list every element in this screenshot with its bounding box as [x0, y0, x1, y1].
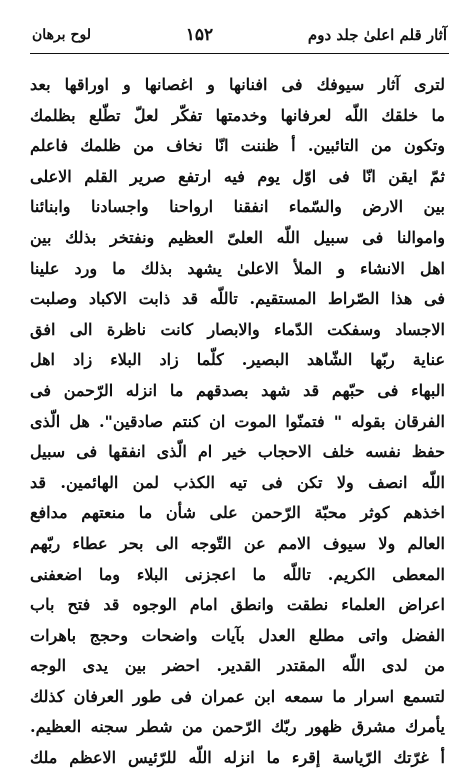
text-line: الفضل واتى مطلع العدل بآيات واضحات وحجج باهرات — [30, 625, 445, 645]
text-line: اعراض العلماء نطقت وانطق امام الوجوه قد فتح باب — [30, 595, 445, 615]
text-line: لترى آثار سيوفك فى افنانها و اغصانها و اوراقها بعد — [30, 75, 445, 94]
text-line: بين الارض والسّماء انفقنا ارواحنا واجسادنا وابنائنا — [30, 197, 445, 217]
body-text — [30, 70, 445, 774]
text-line: المعطى الكريم. تاللّه ما اعجزنى البلاء وما اضعفنى — [30, 564, 445, 584]
text-line: اهل الانشاء و الملأ الاعلىٰ يشهد بذلك ما ورد علينا — [30, 258, 445, 278]
text-line: وتكون من التائبين. أ ظننت انّا نخاف من ظلمك فاعلم — [30, 136, 445, 156]
text-line: فى هذا الصّراط المستقيم. تاللّه قد ذابت الاكباد وصلبت — [30, 289, 445, 309]
text-line: اخذهم كوثر محبّة الرّحمن على شأن ما منعتهم مدافع — [30, 503, 445, 523]
text-line: الاجساد وسفكت الدّماء والابصار كانت ناظرة الى افق — [30, 319, 445, 339]
text-line: اللّه انصف ولا تكن فى تيه الكذب لمن الهائمين. قد — [30, 472, 445, 492]
text-line: لتسمع اسرار ما سمعه ابن عمران فى طور العرفان كذلك — [30, 686, 445, 706]
text-line: عناية ربّها الشّاهد البصير. كلّما زاد البلاء زاد اهل — [30, 350, 445, 370]
text-line: العالم ولا سيوف الامم عن التّوجه الى بحر عطاء ربّهم — [30, 533, 445, 553]
text-line: من لدى اللّه المقتدر القدير. احضر بين يدى الوجه — [30, 656, 445, 676]
tablet-name: لوح برهان — [32, 27, 91, 43]
book-title: آثار قلم اعلیٰ جلد دوم — [307, 26, 447, 44]
page-header — [32, 22, 447, 48]
page-number: ۱۵۲ — [185, 25, 214, 45]
text-line: واموالنا فى سبيل اللّه العلىّ العظيم ونفتخر بذلك بين — [30, 227, 445, 247]
text-line: ما خلقك اللّه لعرفانها وخدمتها تفكّر لعلّ تطّلع بظلمك — [30, 105, 445, 125]
text-line: حفظ نفسه خلف الاحجاب خير ام الّذى انفقها فى سبيل — [30, 442, 445, 462]
text-line: البهاء فى حبّهم قد شهد بصدقهم ما انزله الرّحمن فى — [30, 380, 445, 400]
header-divider — [30, 53, 449, 54]
text-line: أ غرّتك الرّياسة إقرء ما انزله اللّه للرّئيس الاعظم ملك — [30, 748, 445, 768]
text-line: ثمّ ايقن انّا فى اوّل يوم فيه ارتفع صرير القلم الاعلى — [30, 166, 445, 186]
text-line: يأمرك مشرق ظهور ربّك الرّحمن من شطر سجنه العظيم. — [30, 717, 445, 737]
text-line: الفرقان بقوله " فتمنّوا الموت ان كنتم صادقين". هل الّذى — [30, 411, 445, 431]
